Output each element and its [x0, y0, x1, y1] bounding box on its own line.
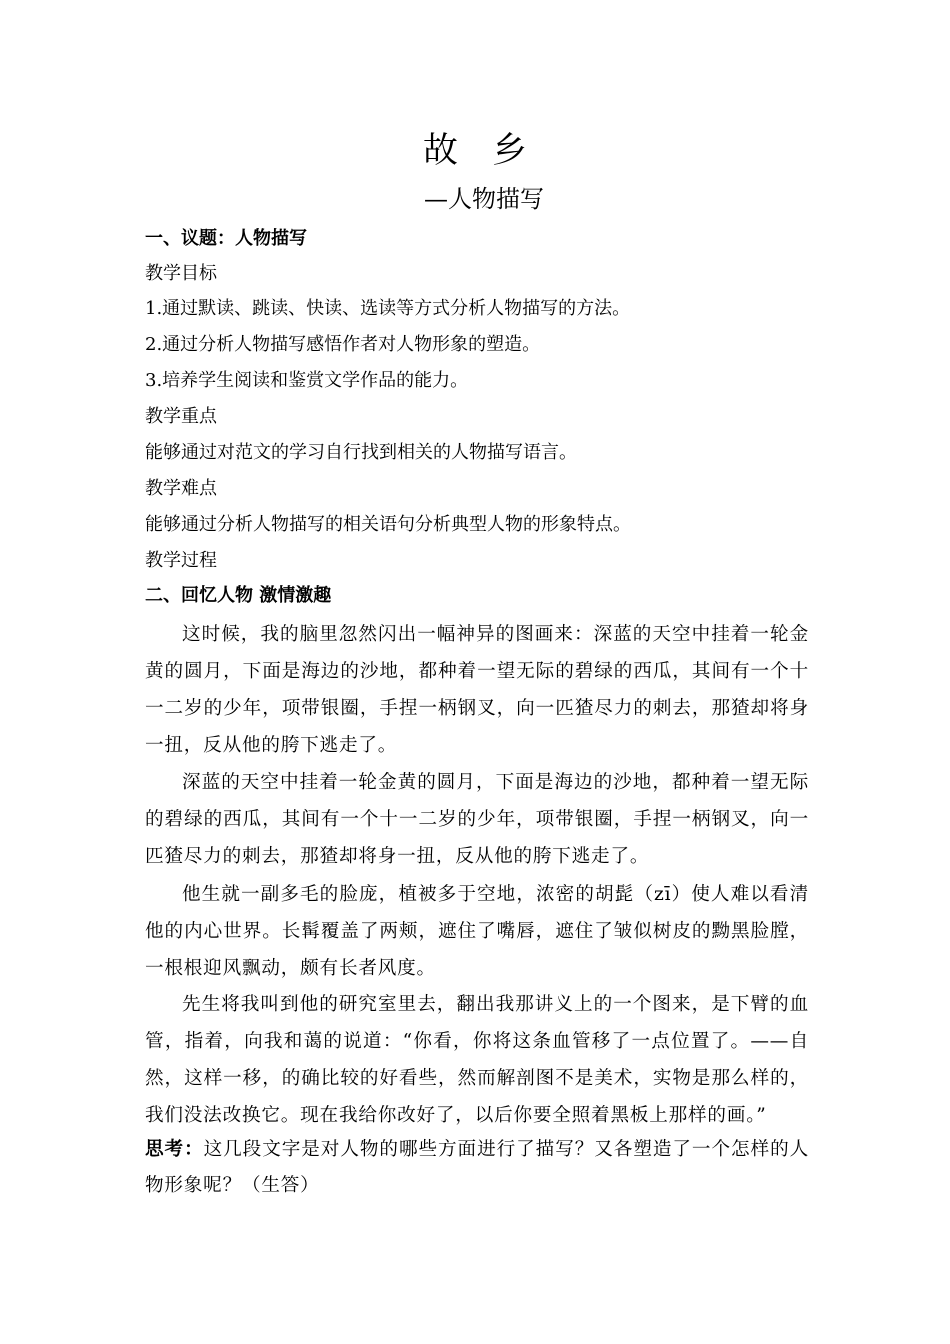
section1-heading: 一、议题：人物描写 [145, 228, 307, 249]
key-text: 能够通过对范文的学习自行找到相关的人物描写语言。 [145, 442, 577, 463]
goal-item-1: 1.通过默读、跳读、快读、选读等方式分析人物描写的方法。 [145, 298, 631, 319]
page-subtitle: —人物描写 [424, 185, 544, 213]
page-title: 故乡 [422, 131, 561, 171]
difficulty-text: 能够通过分析人物描写的相关语句分析典型人物的形象特点。 [145, 514, 631, 535]
paragraph-1: 这时候，我的脑里忽然闪出一幅神异的图画来：深蓝的天空中挂着一轮金黄的圆月，下面是海边的沙地，都种着一望无际的碧绿的西瓜，其间有一个十一二岁的少年，项带银圈，手捏一柄钢叉，向一匹猹尽力的刺去，那猹却将身一扭，反从他的胯下逃走了。 [145, 624, 809, 756]
paragraph-3: 他生就一副多毛的脸庞，植被多于空地，浓密的胡髭（zī）使人难以看清他的内心世界。长髯覆盖了两颊，遮住了嘴唇，遮住了皱似树皮的黝黑脸膛，一根根迎风飘动，颇有长者风度。 [145, 884, 809, 979]
section2-heading: 二、回忆人物 激情激趣 [145, 585, 332, 606]
key-label: 教学重点 [145, 406, 217, 427]
goal-item-3: 3.培养学生阅读和鉴赏文学作品的能力。 [145, 370, 469, 391]
paragraph-2: 深蓝的天空中挂着一轮金黄的圆月，下面是海边的沙地，都种着一望无际的碧绿的西瓜，其间有一个十一二岁的少年，项带银圈，手捏一柄钢叉，向一匹猹尽力的刺去，那猹却将身一扭，反从他的胯下逃走了。 [145, 772, 809, 867]
goal-item-2: 2.通过分析人物描写感悟作者对人物形象的塑造。 [145, 334, 541, 355]
think-label: 思考： [145, 1139, 204, 1160]
difficulty-label: 教学难点 [145, 478, 217, 499]
think-text: 这几段文字是对人物的哪些方面进行了描写？又各塑造了一个怎样的人物形象呢？（生答） [145, 1139, 809, 1196]
think-question [145, 1132, 809, 1204]
paragraph-4: 先生将我叫到他的研究室里去，翻出我那讲义上的一个图来，是下臂的血管，指着，向我和蔼的说道：“你看，你将这条血管移了一点位置了。——自然，这样一移，的确比较的好看些，然而解剖图不是美术，实物是那么样的，我们没法改换它。现在我给你改好了，以后你要全照着黑板上那样的画。” [145, 994, 809, 1126]
process-label: 教学过程 [145, 550, 217, 571]
goals-label: 教学目标 [145, 263, 217, 284]
